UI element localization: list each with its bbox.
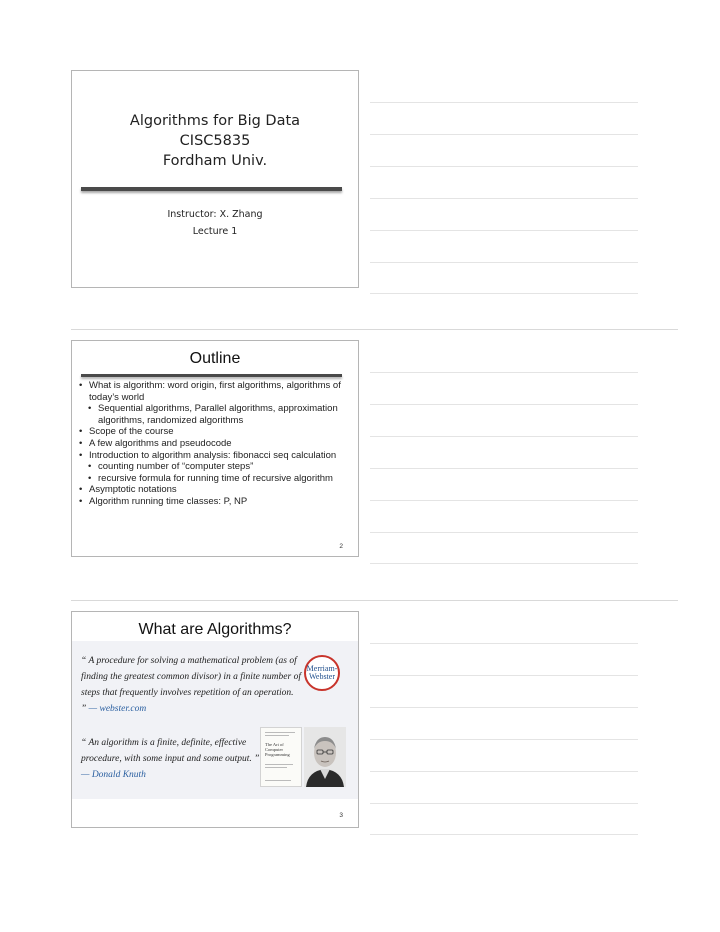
page-divider <box>71 329 678 330</box>
slide-1-title <box>71 70 359 288</box>
webster-quote <box>81 653 301 717</box>
book-title: The Art of Computer Programming <box>265 742 290 757</box>
heading-rule <box>81 374 342 377</box>
outline-item: • Scope of the course <box>78 426 348 438</box>
page-number: 2 <box>339 543 343 550</box>
slide-subtitle <box>72 206 358 240</box>
lecture-number: Lecture 1 <box>192 226 238 237</box>
knuth-quote-text: “ An algorithm is a finite, definite, effective procedure, with some input and some output. ” <box>81 738 260 764</box>
slide-title <box>72 111 358 171</box>
outline-item: • Algorithm running time classes: P, NP <box>78 496 348 508</box>
webster-quote-text: “ A procedure for solving a mathematical problem (as of finding the greatest common divisor) in a finite number of steps that frequently involves repetition of an operation. ” <box>81 656 301 714</box>
slide-2-outline <box>71 340 359 557</box>
knuth-source: — Donald Knuth <box>81 770 146 780</box>
outline-item: • Asymptotic notations <box>78 484 348 496</box>
outline-item: • Introduction to algorithm analysis: fibonacci seq calculation <box>78 450 348 462</box>
webster-source: — webster.com <box>88 704 147 714</box>
knuth-quote <box>81 735 271 783</box>
slide-heading: What are Algorithms? <box>138 621 292 638</box>
university: Fordham Univ. <box>162 153 268 169</box>
instructor: Instructor: X. Zhang <box>167 209 263 220</box>
book-cover-image <box>260 727 302 787</box>
course-title: Algorithms for Big Data <box>129 113 301 129</box>
outline-subitem: • recursive formula for running time of recursive algorithm <box>78 473 348 485</box>
outline-subitem: • counting number of “computer steps” <box>78 461 348 473</box>
slide-3-definitions <box>71 611 359 828</box>
slide-heading: Outline <box>189 350 241 367</box>
portrait-image <box>304 727 346 787</box>
page-divider <box>71 600 678 601</box>
merriam-webster-logo: Merriam- Webster <box>304 655 340 691</box>
course-code: CISC5835 <box>179 133 251 149</box>
outline-subitem: • Sequential algorithms, Parallel algorithms, approximation algorithms, randomized algorithms <box>78 403 348 426</box>
outline-item: • A few algorithms and pseudocode <box>78 438 348 450</box>
title-rule <box>81 187 342 191</box>
outline-list <box>78 380 348 508</box>
page-number: 3 <box>339 812 343 819</box>
outline-item: • What is algorithm: word origin, first algorithms, algorithms of today’s world <box>78 380 348 403</box>
